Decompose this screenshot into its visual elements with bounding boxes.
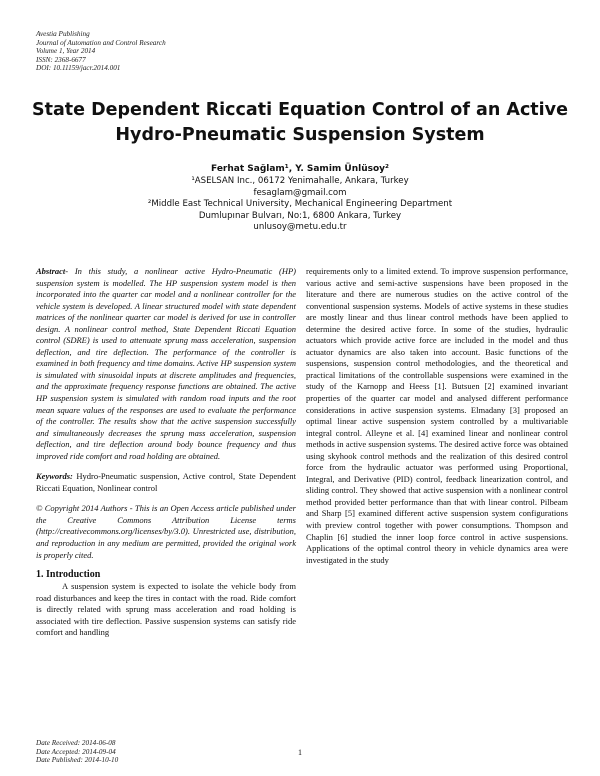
abstract-text: - In this study, a nonlinear active Hydro-Pneumatic (HP) suspension system is modelled. The HP suspension system model is then incorporated into the quarter car model and a nonlinear controller for the vehicle system is developed. A linear structured model with state dependent matrices of the nonlinear quarter car model is derived for use in controller design. A nonlinear control method, State Dependent Riccati Equation control (SDRE) is used to attenuate sprung mass acceleration, suspension deflection, and tire deflection. The performance of the controller is examined in both frequency and time domains. Active HP suspension system is simulated with sinusoidal inputs at discrete amplitudes and frequencies, and the approximate frequency response functions are obtained. The active HP suspension system is simulated with random road inputs and the root mean square values of the responses are used to evaluate the performance of the controller. The results show that the active suspension successfully and simultaneously decreases the sprung mass acceleration, suspension deflection, and tire deflection around body bounce frequency and thus improved ride comfort and road holding are obtained. [36, 266, 296, 461]
keywords [36, 471, 296, 494]
title-line-1: State Dependent Riccati Equation Control of an Active [32, 100, 568, 120]
date-published: Date Published: 2014-10-10 [36, 756, 119, 765]
title-line-2: Hydro-Pneumatic Suspension System [115, 125, 485, 145]
page-number: 1 [298, 748, 302, 757]
introduction-paragraph-left: A suspension system is expected to isolate the vehicle body from road disturbances and keep the tires in contact with the road. Ride comfort is directly related with sprung mass acceleration and road holding is associated with tire deflection. Passive suspension systems can satisfy ride comfort and handling [36, 581, 296, 638]
affiliation-1: ¹ASELSAN Inc., 06172 Yenimahalle, Ankara, Turkey [191, 176, 409, 186]
date-accepted: Date Accepted: 2014-09-04 [36, 747, 116, 756]
journal-issn: ISSN: 2368-6677 [36, 55, 86, 64]
date-received: Date Received: 2014-06-08 [36, 739, 116, 747]
introduction-paragraph-right: requirements only to a limited extend. To improve suspension performance, various active and semi-active suspensions have been proposed in the literature and there are numerous studies on the active control of the conventional suspension systems. Models of active systems in these studies are mostly linear and thus linear control methods have been applied to determine the desired active force. In some of the studies, hydraulic actuators which provide active force are included in the model and thus actuator dynamics are also taken into account. Basic functions of the suspensions, suspension control methodologies, and the theoretical and practical limitations of the controllable suspensions were examined in the study of the Karnopp and Heess [1]. Butsuen [2] examined invariant properties of the quarter car model and analysed different performance considerations in active suspension systems. Elmadany [3] proposed an optimal linear active suspension system controlled by a multivariable integral control. Alleyne et al. [4] examined linear and nonlinear control methods in active suspension systems. The desired active force was obtained using skyhook control methods and the realization of this desired control force from the hydraulic actuator was performed using Proportional, Integral, and Derivative (PID) control, feedback linearization control, and sliding control. They showed that active suspension with a nonlinear control method provided better performance than that with linear control. Pilbeam and Sharp [5] examined different active suspension system configurations with preview control together with power consumptions. Thompson and Chaplin [6] studied the inner loop force control in active suspensions. Applications of the optimal control theory in vehicle dynamics area were investigated in the study [306, 266, 568, 565]
journal-volume: Volume 1, Year 2014 [36, 47, 96, 56]
paper-title [20, 98, 580, 148]
copyright-notice: © Copyright 2014 Authors - This is an Open Access article published under the Creative Commons Attribution License terms (http://creativecommons.org/licenses/by/3.0). Unrestricted use, distribution, and reproduction in any medium are permitted, provided the original work is properly cited. [36, 503, 296, 560]
journal-name: Journal of Automation and Control Research [36, 38, 166, 47]
keywords-text: Hydro-Pneumatic suspension, Active control, State Dependent Riccati Equation, Nonlinear control [36, 471, 296, 493]
abstract [36, 266, 296, 462]
article-doi: DOI: 10.11159/jacr.2014.001 [36, 64, 121, 73]
email-2: unlusoy@metu.edu.tr [253, 222, 347, 232]
author-names: Ferhat Sağlam¹, Y. Samim Ünlüsoy² [211, 164, 389, 174]
section-heading-introduction: 1. Introduction [36, 569, 101, 581]
affiliation-2-line-2: Dumlupınar Bulvarı, No:1, 6800 Ankara, Turkey [198, 210, 402, 221]
author-block [100, 163, 500, 234]
right-column [306, 266, 568, 566]
email-1: fesaglam@gmail.com [253, 187, 347, 198]
left-column [36, 266, 296, 639]
keywords-label: Keywords: [36, 471, 73, 482]
publisher-name: Avestia Publishing [36, 30, 90, 38]
affiliation-2-line-1: ²Middle East Technical University, Mechanical Engineering Department [147, 199, 453, 209]
abstract-label: Abstract [36, 266, 66, 276]
journal-masthead [36, 30, 296, 73]
article-dates [36, 739, 236, 765]
